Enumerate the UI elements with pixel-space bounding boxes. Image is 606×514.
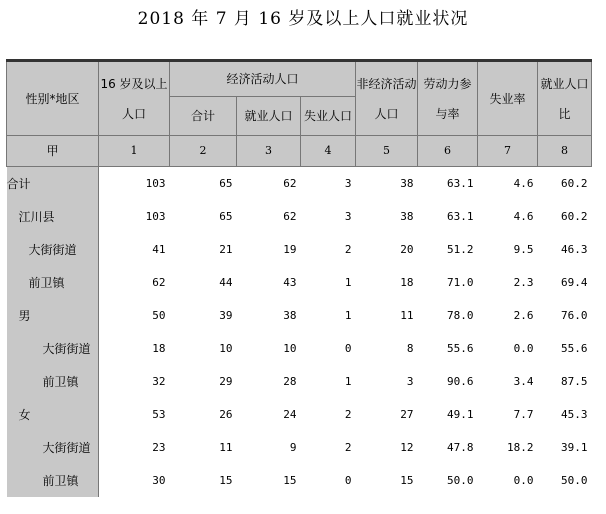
cell-col-7: 7.7 <box>513 408 534 421</box>
header-non-econ <box>356 61 418 136</box>
cell-col-3: 24 <box>283 408 297 421</box>
col-label-1: 1 <box>99 136 170 167</box>
cell-col-3: 62 <box>283 210 297 223</box>
cell-col-6: 71.0 <box>447 276 474 289</box>
cell-col-2: 10 <box>219 342 233 355</box>
col-label-2: 2 <box>170 136 237 167</box>
cell-col-6: 47.8 <box>447 441 474 454</box>
cell-col-8: 87.5 <box>561 375 588 388</box>
header-participation-line1: 劳动力参 <box>423 76 472 91</box>
cell-col-1: 50 <box>152 309 166 322</box>
table-row <box>7 431 592 464</box>
cell-col-7: 0.0 <box>513 342 534 355</box>
cell-col-2: 65 <box>219 177 233 190</box>
cell-col-5: 8 <box>406 342 414 355</box>
cell-col-7: 4.6 <box>513 177 534 190</box>
table-row <box>7 233 592 266</box>
cell-col-1: 23 <box>152 441 166 454</box>
cell-col-1: 103 <box>145 177 166 190</box>
col-label-6: 6 <box>418 136 478 167</box>
cell-col-6: 90.6 <box>447 375 474 388</box>
cell-col-2: 29 <box>219 375 233 388</box>
cell-col-8: 69.4 <box>561 276 588 289</box>
cell-col-2: 39 <box>219 309 233 322</box>
cell-col-7: 18.2 <box>507 441 534 454</box>
cell-col-4: 3 <box>344 210 352 223</box>
cell-col-4: 3 <box>344 177 352 190</box>
cell-col-8: 46.3 <box>561 243 588 256</box>
cell-col-8: 45.3 <box>561 408 588 421</box>
cell-col-1: 62 <box>152 276 166 289</box>
header-total: 合计 <box>170 97 237 136</box>
col-label-4: 4 <box>301 136 356 167</box>
row-label: 江川县 <box>7 200 99 233</box>
cell-col-5: 11 <box>400 309 414 322</box>
cell-col-7: 9.5 <box>513 243 534 256</box>
cell-col-5: 20 <box>400 243 414 256</box>
cell-col-8: 55.6 <box>561 342 588 355</box>
table-row <box>7 299 592 332</box>
cell-col-3: 38 <box>283 309 297 322</box>
cell-col-8: 39.1 <box>561 441 588 454</box>
cell-col-4: 0 <box>344 474 352 487</box>
cell-col-6: 78.0 <box>447 309 474 322</box>
cell-col-6: 51.2 <box>447 243 474 256</box>
header-non-econ-line1: 非经济活动 <box>356 76 417 91</box>
cell-col-6: 49.1 <box>447 408 474 421</box>
cell-col-5: 38 <box>400 177 414 190</box>
cell-col-5: 3 <box>406 375 414 388</box>
cell-col-1: 30 <box>152 474 166 487</box>
cell-col-6: 63.1 <box>447 210 474 223</box>
cell-col-4: 1 <box>344 309 352 322</box>
cell-col-6: 50.0 <box>447 474 474 487</box>
cell-col-7: 4.6 <box>513 210 534 223</box>
table-header <box>7 61 592 167</box>
col-label-8: 8 <box>538 136 592 167</box>
cell-col-4: 2 <box>344 441 352 454</box>
table-row <box>7 266 592 299</box>
cell-col-1: 18 <box>152 342 166 355</box>
row-label: 前卫镇 <box>7 464 99 497</box>
header-emp-ratio-line1: 就业人口 <box>540 76 589 91</box>
cell-col-2: 26 <box>219 408 233 421</box>
table-row <box>7 464 592 497</box>
header-non-econ-line2: 人口 <box>374 106 399 121</box>
row-label: 前卫镇 <box>7 365 99 398</box>
cell-col-7: 2.3 <box>513 276 534 289</box>
cell-col-3: 10 <box>283 342 297 355</box>
cell-col-8: 50.0 <box>561 474 588 487</box>
cell-col-6: 63.1 <box>447 177 474 190</box>
table-row <box>7 365 592 398</box>
table-row <box>7 332 592 365</box>
cell-col-3: 9 <box>289 441 297 454</box>
header-emp-ratio <box>538 61 592 136</box>
col-label-3: 3 <box>237 136 301 167</box>
col-label-5: 5 <box>356 136 418 167</box>
cell-col-1: 41 <box>152 243 166 256</box>
cell-col-7: 3.4 <box>513 375 534 388</box>
cell-col-5: 18 <box>400 276 414 289</box>
cell-col-1: 103 <box>145 210 166 223</box>
cell-col-4: 1 <box>344 375 352 388</box>
table-row <box>7 398 592 431</box>
cell-col-2: 15 <box>219 474 233 487</box>
cell-col-2: 21 <box>219 243 233 256</box>
cell-col-4: 2 <box>344 408 352 421</box>
cell-col-7: 0.0 <box>513 474 534 487</box>
cell-col-3: 19 <box>283 243 297 256</box>
employment-table <box>6 59 592 497</box>
header-region: 性别*地区 <box>7 61 99 136</box>
cell-col-8: 76.0 <box>561 309 588 322</box>
table-row <box>7 200 592 233</box>
header-employed: 就业人口 <box>237 97 301 136</box>
cell-col-7: 2.6 <box>513 309 534 322</box>
row-label: 大街街道 <box>7 431 99 464</box>
cell-col-4: 0 <box>344 342 352 355</box>
row-label: 男 <box>7 299 99 332</box>
cell-col-2: 65 <box>219 210 233 223</box>
header-emp-ratio-line2: 比 <box>558 106 571 121</box>
row-label: 女 <box>7 398 99 431</box>
cell-col-1: 53 <box>152 408 166 421</box>
cell-col-3: 28 <box>283 375 297 388</box>
col-label-7: 7 <box>478 136 538 167</box>
cell-col-3: 43 <box>283 276 297 289</box>
cell-col-2: 44 <box>219 276 233 289</box>
cell-col-2: 11 <box>219 441 233 454</box>
row-label: 大街街道 <box>7 233 99 266</box>
row-label: 大街街道 <box>7 332 99 365</box>
table-row <box>7 167 592 201</box>
header-pop16-line2: 人口 <box>121 106 146 121</box>
cell-col-5: 15 <box>400 474 414 487</box>
header-unemp-rate: 失业率 <box>478 61 538 136</box>
col-label-0: 甲 <box>7 136 99 167</box>
cell-col-4: 1 <box>344 276 352 289</box>
cell-col-6: 55.6 <box>447 342 474 355</box>
cell-col-5: 12 <box>400 441 414 454</box>
header-pop16 <box>99 61 170 136</box>
cell-col-4: 2 <box>344 243 352 256</box>
header-unemployed: 失业人口 <box>301 97 356 136</box>
page-title: 2018 年 7 月 16 岁及以上人口就业状况 <box>137 9 469 29</box>
header-participation-line2: 与率 <box>435 106 460 121</box>
header-participation <box>418 61 478 136</box>
cell-col-3: 62 <box>283 177 297 190</box>
header-pop16-line1: 16 岁及以上 <box>100 76 168 91</box>
cell-col-8: 60.2 <box>561 177 588 190</box>
table-body <box>7 167 592 498</box>
cell-col-5: 38 <box>400 210 414 223</box>
cell-col-8: 60.2 <box>561 210 588 223</box>
cell-col-5: 27 <box>400 408 414 421</box>
header-econ-active: 经济活动人口 <box>170 61 356 97</box>
row-label: 前卫镇 <box>7 266 99 299</box>
cell-col-3: 15 <box>283 474 297 487</box>
row-label: 合计 <box>7 167 99 201</box>
cell-col-1: 32 <box>152 375 166 388</box>
